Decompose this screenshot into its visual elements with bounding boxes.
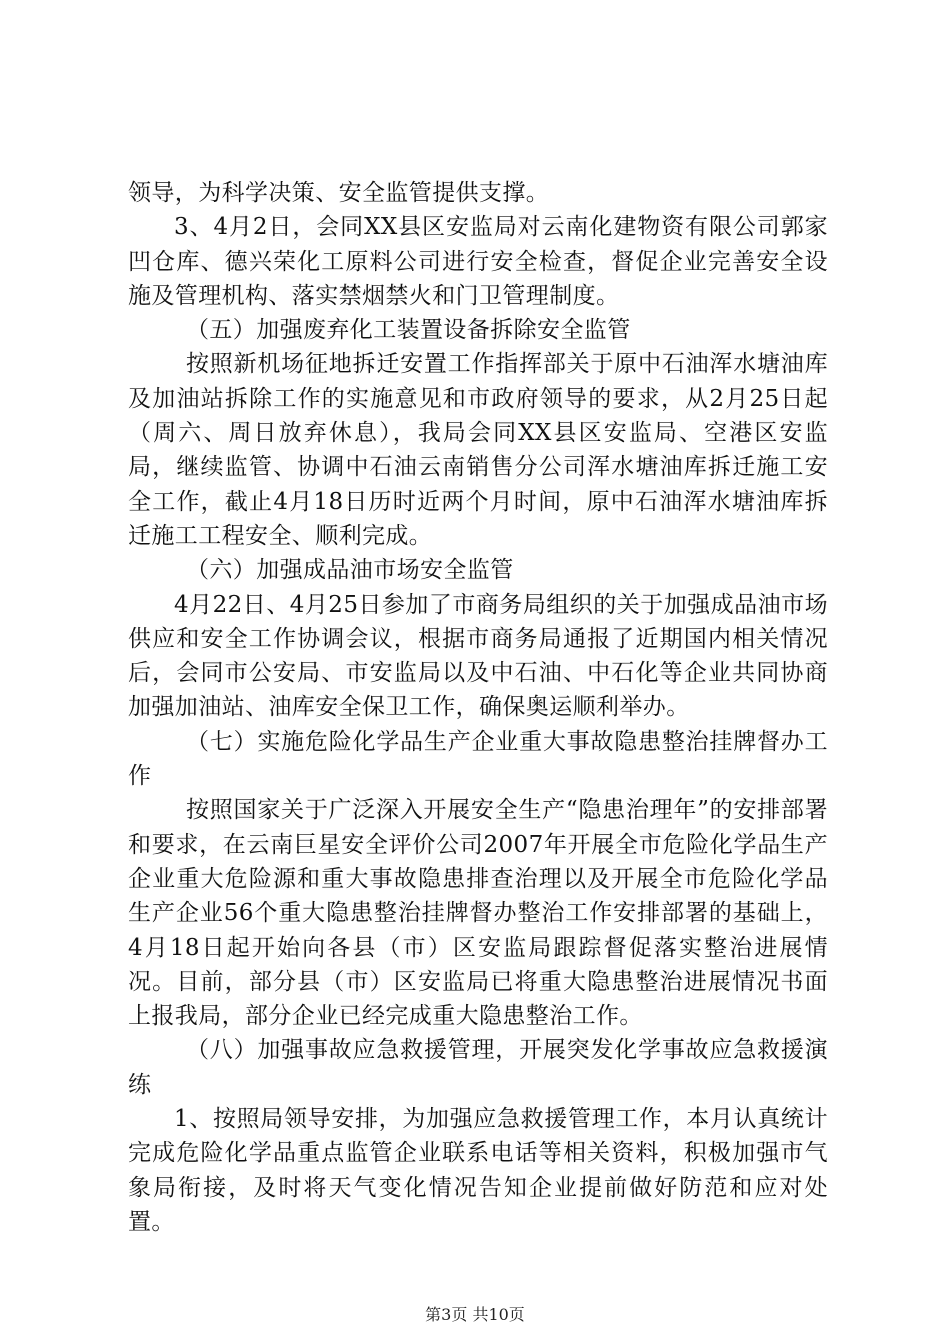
paragraph-1: 领导，为科学决策、安全监管提供支撑。 — [128, 180, 550, 206]
section-heading-5: （五）加强废弃化工装置设备拆除安全监管 — [186, 317, 631, 344]
paragraph-4: 4月22日、4月25日参加了市商务局组织的关于加强成品油市场供应和安全工作协调会议，根据市商务局通报了近期国内相关情况后，会同市公安局、市安监局以及中石油、中石化等企业共同协商加强加油站、油库安全保卫工作，确保奥运顺利举办。 — [128, 591, 828, 721]
page-number-footer: 第3页 共10页 — [425, 1305, 525, 1324]
section-heading-7: （七）实施危险化学品生产企业重大事故隐患整治挂牌督办工作 — [128, 728, 828, 790]
paragraph-3: 按照新机场征地拆迁安置工作指挥部关于原中石油浑水塘油库及加油站拆除工作的实施意见和市政府领导的要求，从2月25日起（周六、周日放弃休息），我局会同XX县区安监局、空港区安监局，继续监管、协调中石油云南销售分公司浑水塘油库拆迁施工安全工作，截止4月18日历时近两个月时间，原中石油浑水塘油库拆迁施工工程安全、顺利完成。 — [128, 351, 828, 549]
document-body — [128, 176, 828, 1239]
section-heading-6: （六）加强成品油市场安全监管 — [186, 557, 514, 584]
paragraph-2: 3、4月2日，会同XX县区安监局对云南化建物资有限公司郭家凹仓库、德兴荣化工原料公司进行安全检查，督促企业完善安全设施及管理机构、落实禁烟禁火和门卫管理制度。 — [128, 214, 828, 309]
section-heading-8: （八）加强事故应急救援管理，开展突发化学事故应急救援演练 — [128, 1037, 828, 1098]
paragraph-6: 1、按照局领导安排，为加强应急救援管理工作，本月认真统计完成危险化学品重点监管企业联系电话等相关资料，积极加强市气象局衔接，及时将天气变化情况告知企业提前做好防范和应对处置。 — [128, 1106, 828, 1235]
paragraph-5: 按照国家关于广泛深入开展安全生产“隐患治理年”的安排部署和要求，在云南巨星安全评价公司2007年开展全市危险化学品生产企业重大危险源和重大事故隐患排查治理以及开展全市危险化学品生产企业56个重大隐患整治挂牌督办整治工作安排部署的基础上，4月18日起开始向各县（市）区安监局跟踪督促落实整治进展情况。目前，部分县（市）区安监局已将重大隐患整治进展情况书面上报我局，部分企业已经完成重大隐患整治工作。 — [128, 797, 828, 1030]
